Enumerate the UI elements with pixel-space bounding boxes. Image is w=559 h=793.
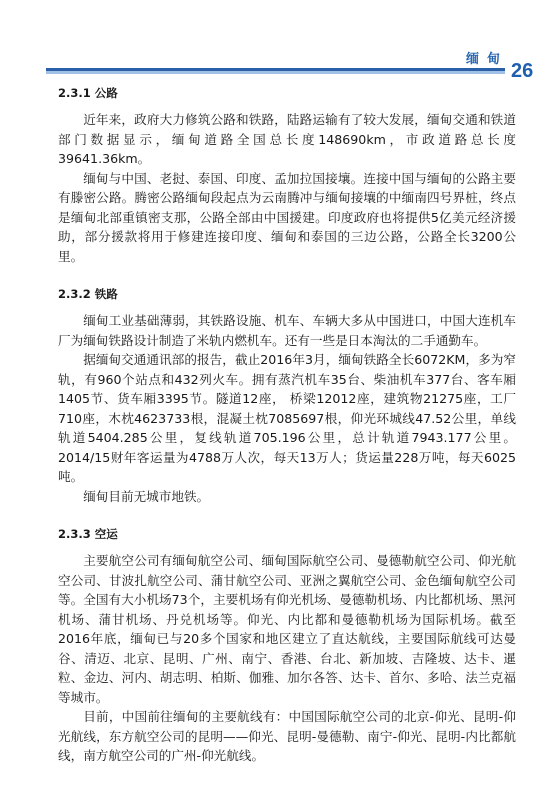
paragraph: 缅甸工业基础薄弱，其铁路设施、机车、车辆大多从中国进口，中国大连机车厂为缅甸铁路设计制造了米轨内燃机车。还有一些是日本淘汰的二手通勤车。	[58, 313, 516, 348]
paragraph: 据缅甸交通通讯部的报告，截止2016年3月，缅甸铁路全长6072KM，多为窄轨，有960个站点和432列火车。拥有蒸汽机车35台、柴油机车377台、客车厢1405节、货车厢3395节。隧道12座， 桥梁12012座，建筑物21275座，工厂710座，木枕4623733根，混凝土枕7085697根，仰光环城线47.52公里，单线轨道5404.285公里，复线轨道705.196公里，总计轨道7943.177公里。2014/15财年客运量为4788万人次，每天13万人；货运量228万吨，每天6025吨。	[58, 352, 516, 484]
section-roads	[58, 85, 516, 266]
section-heading: 2.3.1 公路	[58, 86, 118, 100]
section-railways	[58, 286, 516, 506]
section-heading: 2.3.2 铁路	[58, 287, 118, 301]
paragraph: 目前，中国前往缅甸的主要航线有：中国国际航空公司的北京-仰光、昆明-仰光航线，东方航空公司的昆明——仰光、昆明-曼德勒、南宁-仰光、昆明-内比都航线，南方航空公司的广州-仰光航线。	[58, 709, 516, 763]
section-air-transport	[58, 526, 516, 766]
running-header-title: 缅甸	[466, 52, 509, 67]
paragraph: 主要航空公司有缅甸航空公司、缅甸国际航空公司、曼德勒航空公司、仰光航空公司、甘波扎航空公司、蒲甘航空公司、亚洲之翼航空公司、金色缅甸航空公司等。全国有大小机场73个，主要机场有仰光机场、曼德勒机场、内比都机场、黑河机场、蒲甘机场、丹兑机场等。仰光、内比都和曼德勒机场为国际机场。截至2016年底，缅甸已与20多个国家和地区建立了直达航线，主要国际航线可达曼谷、清迈、北京、昆明、广州、南宁、香港、台北、新加坡、吉隆坡、达卡、暹粒、金边、河内、胡志明、柏斯、伽雅、加尔各答、达卡、首尔、多哈、法兰克福等城市。	[58, 553, 516, 705]
paragraph: 缅甸与中国、老挝、泰国、印度、孟加拉国接壤。连接中国与缅甸的公路主要有滕密公路。腾密公路缅甸段起点为云南腾冲与缅甸接壤的中缅南四号界桩，终点是缅甸北部重镇密支那，公路全部由中国援建。印度政府也将提供5亿美元经济援助，部分援款将用于修建连接印度、缅甸和泰国的三边公路，公路全长3200公里。	[58, 170, 516, 264]
page-number: 26	[511, 60, 534, 82]
paragraph: 缅甸目前无城市地铁。	[83, 488, 210, 504]
paragraph: 近年来，政府大力修筑公路和铁路，陆路运输有了较大发展，缅甸交通和铁道部门数据显示，缅甸道路全国总长度148690km，市政道路总长度39641.36km。	[58, 112, 516, 166]
page-body	[58, 75, 516, 766]
section-heading: 2.3.3 空运	[58, 527, 118, 541]
header-rule-shadow	[46, 71, 505, 74]
